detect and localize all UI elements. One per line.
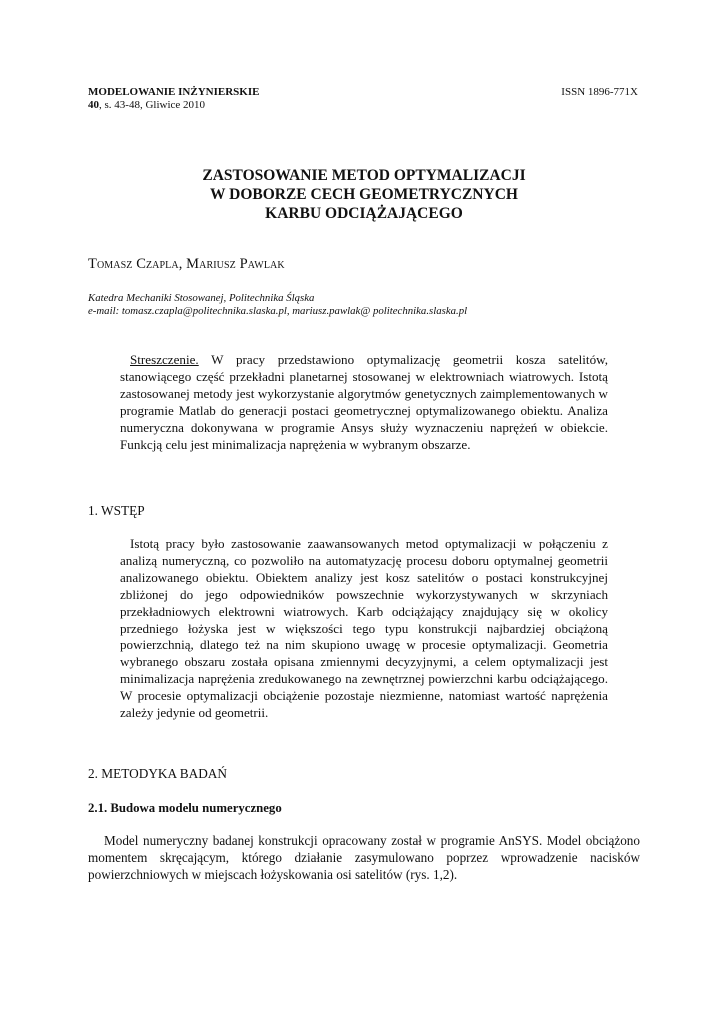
subsection-heading: 2.1. Budowa modelu numerycznego xyxy=(88,801,282,815)
journal-name: MODELOWANIE INŻYNIERSKIE xyxy=(88,86,260,98)
paragraph-text: Model numeryczny badanej konstrukcji opracowany został w programie AnSYS. Model obciążono momentem skręcającym, którego działanie zasymulowano poprzez wprowadzenie nacisków powierzchniowych w miejscach łożyskowania osi satelitów (rys. 1,2). xyxy=(88,833,640,882)
affiliation-department: Katedra Mechaniki Stosowanej, Politechnika Śląska xyxy=(88,292,315,304)
author-first-name: Mariusz xyxy=(186,256,236,272)
author-last-name: Czapla xyxy=(136,256,179,272)
paragraph-text: Istotą pracy było zastosowanie zaawansowanych metod optymalizacji w połączeniu z analizą numeryczną, co pozwoliło na automatyzację procesu doboru optymalnej geometrii analizowanego obiektu. Obiektem analizy jest kosz satelitów o postaci konstrukcyjnej zbliżonej do jego odpowiedników powszechnie wykorzystywanych w skrzyniach przekładniowych elektrowni wiatrowych. Karb odciążający znajdujący się w okolicy przedniego łożyska jest w większości tego typu konstrukcji najbardziej obciążoną powierzchnią, dlatego też na nim skupiono uwagę w procesie optymalizacji. Geometria wybranego obszaru została opisana zmiennymi decyzyjnymi, a celem optymalizacji jest minimalizacja naprężenia zredukowanego na zewnętrznej powierzchni karbu odciążającego. W procesie optymalizacji obciążenie pozostaje niezmienne, natomiast wartość naprężenia zależy jedynie od geometrii. xyxy=(120,536,608,721)
section-body xyxy=(120,536,608,722)
section-body xyxy=(88,832,640,883)
title-line: KARBU ODCIĄŻAJĄCEGO xyxy=(265,205,463,222)
title-line: ZASTOSOWANIE METOD OPTYMALIZACJI xyxy=(202,167,526,184)
journal-volume: 40 xyxy=(88,99,99,111)
abstract-label: Streszczenie. xyxy=(130,352,199,367)
affiliation-email: e-mail: tomasz.czapla@politechnika.slaska.pl, mariusz.pawlak@ politechnika.slaska.pl xyxy=(88,305,468,317)
author-separator: , xyxy=(178,256,187,272)
paper-title xyxy=(88,166,640,223)
section-heading: 1. WSTĘP xyxy=(88,503,145,518)
journal-header xyxy=(88,86,259,112)
abstract-text: W pracy przedstawiono optymalizację geometrii kosza satelitów, stanowiącego część przekładni planetarnej stosowanej w elektrowniach wiatrowych. Istotą zastosowanej metody jest wykorzystanie algorytmów genetycznych zaimplementowanych w programie Matlab do generacji postaci geometrycznej optymalizowanego obiektu. Analiza numeryczna dokonywana w programie Ansys służy wyznaczeniu naprężeń w obiekcie. Funkcją celu jest minimalizacja naprężenia w wybranym obszarze. xyxy=(120,352,608,453)
title-line: W DOBORZE CECH GEOMETRYCZNYCH xyxy=(210,186,518,203)
author-first-name: Tomasz xyxy=(88,256,133,272)
author-last-name: Pawlak xyxy=(239,256,285,272)
affiliation xyxy=(88,292,467,318)
author-list xyxy=(88,256,285,273)
section-heading: 2. METODYKA BADAŃ xyxy=(88,766,228,781)
abstract xyxy=(120,351,608,454)
journal-issue xyxy=(88,99,259,112)
issn: ISSN 1896-771X xyxy=(561,86,638,98)
journal-details: , s. 43-48, Gliwice 2010 xyxy=(99,99,206,111)
